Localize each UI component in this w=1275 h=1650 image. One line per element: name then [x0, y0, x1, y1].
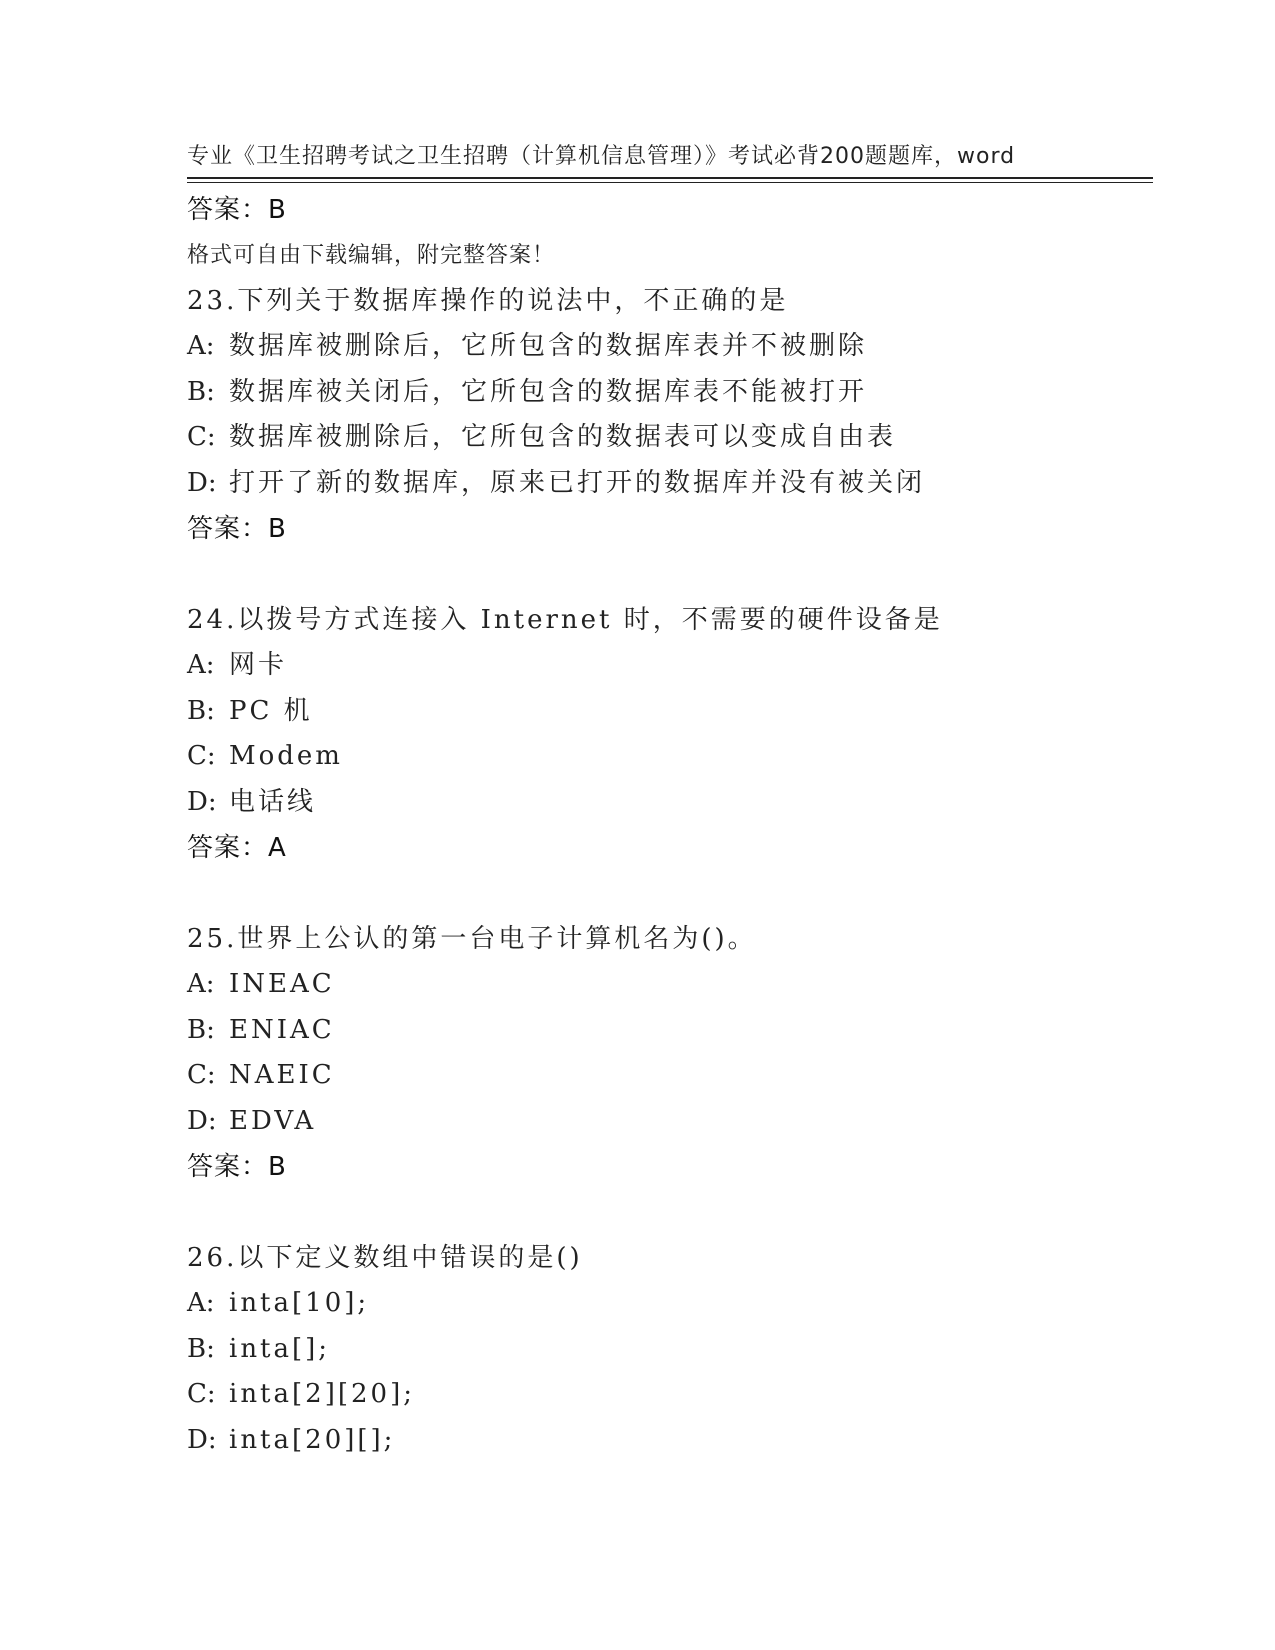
question-text: 26.以下定义数组中错误的是(): [187, 1243, 583, 1273]
header-line-2: 格式可自由下载编辑，附完整答案！: [187, 243, 556, 268]
spacer: [187, 552, 1153, 597]
option-a: A: inta[10];: [187, 1288, 370, 1318]
header-divider-thin: [187, 182, 1153, 183]
option-c: C: 数据库被删除后，它所包含的数据表可以变成自由表: [187, 422, 897, 452]
option-c: C: inta[2][20];: [187, 1379, 415, 1409]
option-b: B: ENIAC: [187, 1014, 335, 1045]
spacer: [187, 1190, 1153, 1235]
option-a: A: 网卡: [187, 650, 288, 680]
option-d: D: inta[20][];: [187, 1424, 396, 1455]
question-block: [187, 278, 1153, 552]
option-b: B: 数据库被关闭后，它所包含的数据库表不能被打开: [187, 376, 868, 407]
question-text: 25.世界上公认的第一台电子计算机名为()。: [187, 924, 757, 954]
option-a: A: INEAC: [187, 969, 335, 999]
question-block: [187, 916, 1153, 1190]
question-block: [187, 597, 1153, 871]
question-block: [187, 1235, 1153, 1463]
option-b: B: inta[];: [187, 1333, 331, 1364]
answer-line: 答案：B: [187, 195, 287, 225]
option-c: C: Modem: [187, 741, 343, 771]
spacer: [187, 233, 1153, 278]
option-a: A: 数据库被删除后，它所包含的数据库表并不被删除: [187, 331, 868, 361]
option-d: D: 打开了新的数据库，原来已打开的数据库并没有被关闭: [187, 467, 926, 498]
option-c: C: NAEIC: [187, 1060, 335, 1090]
option-b: B: PC 机: [187, 695, 313, 726]
answer-line: 答案：A: [187, 833, 287, 863]
question-text: 24.以拨号方式连接入 Internet 时，不需要的硬件设备是: [187, 605, 943, 635]
option-d: D: 电话线: [187, 786, 317, 817]
header-divider: [187, 177, 1153, 179]
question-list: [187, 187, 1153, 1463]
question-text: 23.下列关于数据库操作的说法中，不正确的是: [187, 286, 789, 316]
option-d: D: EDVA: [187, 1105, 317, 1136]
spacer: [187, 871, 1153, 916]
answer-line: 答案：B: [187, 1152, 287, 1182]
answer-line: 答案：B: [187, 514, 287, 544]
header-line-1: 专业《卫生招聘考试之卫生招聘（计算机信息管理）》考试必背200题题库，word: [187, 144, 1016, 169]
